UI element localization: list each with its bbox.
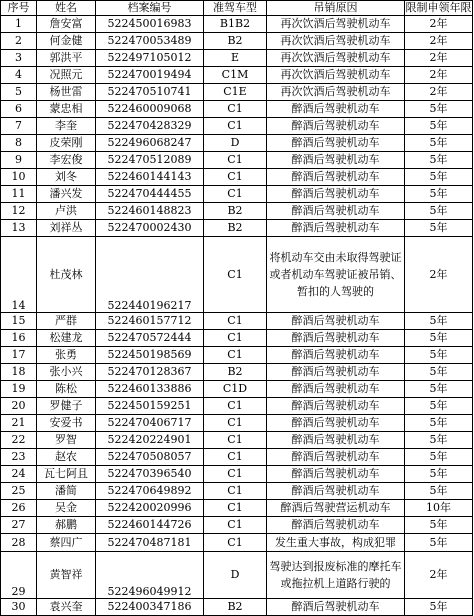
table-row [1,33,473,50]
cell-file-no: 522470428329 [96,118,204,135]
cell-reason: 再次饮酒后驾驶机动车 [267,50,405,67]
cell-years: 2年 [405,67,473,84]
cell-no: 22 [1,432,37,449]
cell-no: 23 [1,449,37,466]
cell-vehicle-type: C1 [204,152,267,169]
cell-years: 2年 [405,552,473,599]
cell-name: 袁兴奎 [37,599,96,616]
cell-vehicle-type: D [204,552,267,599]
cell-years: 2年 [405,237,473,313]
cell-reason: 再次饮酒后驾驶机动车 [267,84,405,101]
table-row [1,415,473,432]
cell-reason: 再次饮酒后驾驶机动车 [267,33,405,50]
cell-no: 7 [1,118,37,135]
cell-file-no: 522460133886 [96,381,204,398]
table-row [1,381,473,398]
cell-years: 5年 [405,398,473,415]
cell-years: 5年 [405,347,473,364]
cell-name: 安爱书 [37,415,96,432]
cell-no: 27 [1,517,37,534]
table-row [1,203,473,220]
cell-file-no: 522460148823 [96,203,204,220]
cell-vehicle-type: B2 [204,203,267,220]
cell-no: 12 [1,203,37,220]
cell-name: 况照元 [37,67,96,84]
cell-name: 刘冬 [37,169,96,186]
cell-vehicle-type: B2 [204,220,267,237]
cell-reason: 醉酒后驾驶机动车 [267,152,405,169]
cell-name: 卢洪 [37,203,96,220]
cell-reason: 将机动车交由未取得驾驶证或者机动车驾驶证被吊销、暂扣的人驾驶的 [267,237,405,313]
header-years: 限制申领年限 [405,1,472,14]
table-row [1,135,473,152]
cell-no: 18 [1,364,37,381]
cell-file-no: 522497105012 [96,50,204,67]
cell-name: 杨世雷 [37,84,96,101]
cell-file-no: 522470487181 [96,534,204,552]
table-row [1,432,473,449]
cell-no: 11 [1,186,37,203]
table-row [1,152,473,169]
cell-name: 詹安富 [37,16,96,33]
cell-file-no: 522460144143 [96,169,204,186]
cell-file-no: 522450198569 [96,347,204,364]
cell-reason: 醉酒后驾驶营运机动车 [267,500,405,517]
cell-no: 2 [1,33,37,50]
cell-name: 罗智 [37,432,96,449]
cell-vehicle-type: C1 [204,313,267,330]
cell-file-no: 522470649892 [96,483,204,500]
cell-vehicle-type: B2 [204,364,267,381]
header-file-no: 档案编号 [96,1,204,16]
cell-vehicle-type: C1 [204,186,267,203]
cell-no: 24 [1,466,37,483]
cell-vehicle-type: C1 [204,347,267,364]
cell-years: 5年 [405,466,473,483]
cell-name: 张小兴 [37,364,96,381]
cell-years: 2年 [405,16,473,33]
cell-file-no: 522470444455 [96,186,204,203]
cell-name: 潘简 [37,483,96,500]
cell-file-no: 522470002430 [96,220,204,237]
cell-reason: 醉酒后驾驶机动车 [267,415,405,432]
cell-name: 罗健子 [37,398,96,415]
cell-vehicle-type: C1 [204,483,267,500]
cell-years: 5年 [405,364,473,381]
cell-reason: 醉酒后驾驶机动车 [267,381,405,398]
cell-reason: 醉酒后驾驶机动车 [267,466,405,483]
cell-name: 赵农 [37,449,96,466]
cell-reason: 醉酒后驾驶机动车 [267,313,405,330]
table-row [1,16,473,33]
cell-years: 5年 [405,313,473,330]
cell-reason: 醉酒后驾驶机动车 [267,118,405,135]
cell-no: 10 [1,169,37,186]
table-row [1,534,473,552]
table-row [1,347,473,364]
header-reason: 吊销原因 [267,1,405,16]
table-row [1,517,473,534]
cell-file-no: 522470053489 [96,33,204,50]
cell-no: 28 [1,534,37,552]
cell-vehicle-type: C1 [204,237,267,313]
table-row [1,50,473,67]
cell-reason: 醉酒后驾驶机动车 [267,364,405,381]
cell-years: 5年 [405,101,473,118]
table-row [1,313,473,330]
cell-reason: 醉酒后驾驶机动车 [267,101,405,118]
cell-name: 李宏俊 [37,152,96,169]
cell-reason: 再次饮酒后驾驶机动车 [267,67,405,84]
cell-name: 何金健 [37,33,96,50]
cell-no: 25 [1,483,37,500]
table-row [1,237,473,313]
table-row [1,599,473,616]
cell-no: 13 [1,220,37,237]
cell-name: 张勇 [37,347,96,364]
cell-vehicle-type: C1 [204,398,267,415]
cell-years: 5年 [405,220,473,237]
cell-file-no: 522470572444 [96,330,204,347]
header-vehicle-type: 准驾车型 [204,1,267,16]
cell-name: 松建龙 [37,330,96,347]
cell-vehicle-type: C1 [204,101,267,118]
cell-vehicle-type: D [204,135,267,152]
table-row [1,169,473,186]
cell-reason: 醉酒后驾驶机动车 [267,186,405,203]
cell-vehicle-type: C1 [204,432,267,449]
cell-years: 5年 [405,203,473,220]
table-row [1,398,473,415]
table-row [1,67,473,84]
table-row [1,466,473,483]
cell-file-no: 522400347186 [96,599,204,616]
cell-no: 19 [1,381,37,398]
cell-no: 6 [1,101,37,118]
cell-no: 4 [1,67,37,84]
cell-vehicle-type: C1 [204,449,267,466]
table-row [1,118,473,135]
cell-file-no: 522450016983 [96,16,204,33]
table-row [1,330,473,347]
header-no: 序号 [1,1,37,16]
cell-file-no: 522420020996 [96,500,204,517]
cell-file-no: 522470508057 [96,449,204,466]
cell-vehicle-type: B2 [204,33,267,50]
cell-name: 严群 [37,313,96,330]
header-row [1,1,473,16]
cell-file-no: 522470406717 [96,415,204,432]
cell-file-no: 522470128367 [96,364,204,381]
cell-no: 26 [1,500,37,517]
cell-name: 蒙忠相 [37,101,96,118]
header-name: 姓名 [37,1,96,16]
cell-name: 瓦七阿且 [37,466,96,483]
cell-years: 5年 [405,118,473,135]
cell-vehicle-type: C1 [204,330,267,347]
cell-name: 郭洪平 [37,50,96,67]
cell-no: 17 [1,347,37,364]
cell-vehicle-type: C1D [204,381,267,398]
cell-years: 5年 [405,330,473,347]
cell-vehicle-type: C1 [204,534,267,552]
table-body [1,16,473,616]
cell-file-no: 522460157712 [96,313,204,330]
table-row [1,220,473,237]
cell-no: 30 [1,599,37,616]
table-row [1,500,473,517]
cell-name: 杜茂林 [37,237,96,313]
cell-no: 20 [1,398,37,415]
cell-reason: 醉酒后驾驶机动车 [267,330,405,347]
cell-file-no: 522420224901 [96,432,204,449]
cell-years: 5年 [405,135,473,152]
cell-file-no: 522496049912 [96,552,204,599]
cell-name: 郝鹏 [37,517,96,534]
cell-years: 2年 [405,84,473,101]
cell-no: 8 [1,135,37,152]
cell-years: 5年 [405,432,473,449]
cell-file-no: 522470396540 [96,466,204,483]
cell-no: 1 [1,16,37,33]
cell-name: 皮荣刚 [37,135,96,152]
cell-reason: 醉酒后驾驶机动车 [267,220,405,237]
cell-no: 16 [1,330,37,347]
cell-reason: 醉酒后驾驶机动车 [267,203,405,220]
table-row [1,84,473,101]
table-row [1,449,473,466]
cell-no: 3 [1,50,37,67]
table-row [1,483,473,500]
cell-vehicle-type: C1E [204,84,267,101]
cell-file-no: 522460144726 [96,517,204,534]
cell-reason: 发生重大事故，构成犯罪 [267,534,405,552]
cell-no: 21 [1,415,37,432]
cell-name: 刘祥丛 [37,220,96,237]
cell-years: 5年 [405,415,473,432]
cell-vehicle-type: C1 [204,500,267,517]
cell-name: 黄智祥 [37,552,96,599]
table-row [1,101,473,118]
cell-no: 15 [1,313,37,330]
cell-reason: 醉酒后驾驶机动车 [267,449,405,466]
cell-name: 潘兴发 [37,186,96,203]
cell-years: 2年 [405,50,473,67]
cell-years: 5年 [405,169,473,186]
table-row [1,552,473,599]
cell-reason: 醉酒后驾驶机动车 [267,483,405,500]
cell-vehicle-type: B1B2 [204,16,267,33]
cell-no: 29 [1,552,37,599]
cell-years: 10年 [405,500,473,517]
cell-name: 蔡四广 [37,534,96,552]
table-row [1,186,473,203]
cell-reason: 驾驶达到报废标准的摩托车或拖拉机上道路行驶的 [267,552,405,599]
cell-file-no: 522470019494 [96,67,204,84]
cell-reason: 醉酒后驾驶机动车 [267,398,405,415]
cell-file-no: 522450159251 [96,398,204,415]
cell-vehicle-type: C1 [204,466,267,483]
cell-years: 5年 [405,152,473,169]
cell-file-no: 522470512089 [96,152,204,169]
cell-vehicle-type: E [204,50,267,67]
cell-reason: 醉酒后驾驶机动车 [267,135,405,152]
cell-name: 陈松 [37,381,96,398]
cell-reason: 醉酒后驾驶机动车 [267,517,405,534]
cell-years: 5年 [405,517,473,534]
cell-vehicle-type: C1 [204,517,267,534]
cell-name: 吴金 [37,500,96,517]
cell-vehicle-type: C1 [204,169,267,186]
cell-no: 5 [1,84,37,101]
cell-no: 9 [1,152,37,169]
cell-no: 14 [1,237,37,313]
cell-years: 5年 [405,483,473,500]
cell-vehicle-type: B2 [204,599,267,616]
cell-years: 5年 [405,599,473,616]
table-row [1,364,473,381]
cell-file-no: 522496068247 [96,135,204,152]
cell-reason: 醉酒后驾驶机动车 [267,432,405,449]
cell-file-no: 522440196217 [96,237,204,313]
cell-reason: 醉酒后驾驶机动车 [267,347,405,364]
cell-name: 李奎 [37,118,96,135]
cell-file-no: 522460009068 [96,101,204,118]
cell-reason: 醉酒后驾驶机动车 [267,169,405,186]
cell-reason: 再次饮酒后驾驶机动车 [267,16,405,33]
cell-years: 5年 [405,186,473,203]
cell-years: 5年 [405,534,473,552]
cell-years: 2年 [405,33,473,50]
cell-reason: 醉酒后驾驶机动车 [267,599,405,616]
cell-years: 5年 [405,381,473,398]
cell-vehicle-type: C1 [204,118,267,135]
cell-vehicle-type: C1M [204,67,267,84]
cell-file-no: 522470510741 [96,84,204,101]
cell-years: 5年 [405,449,473,466]
cell-vehicle-type: C1 [204,415,267,432]
